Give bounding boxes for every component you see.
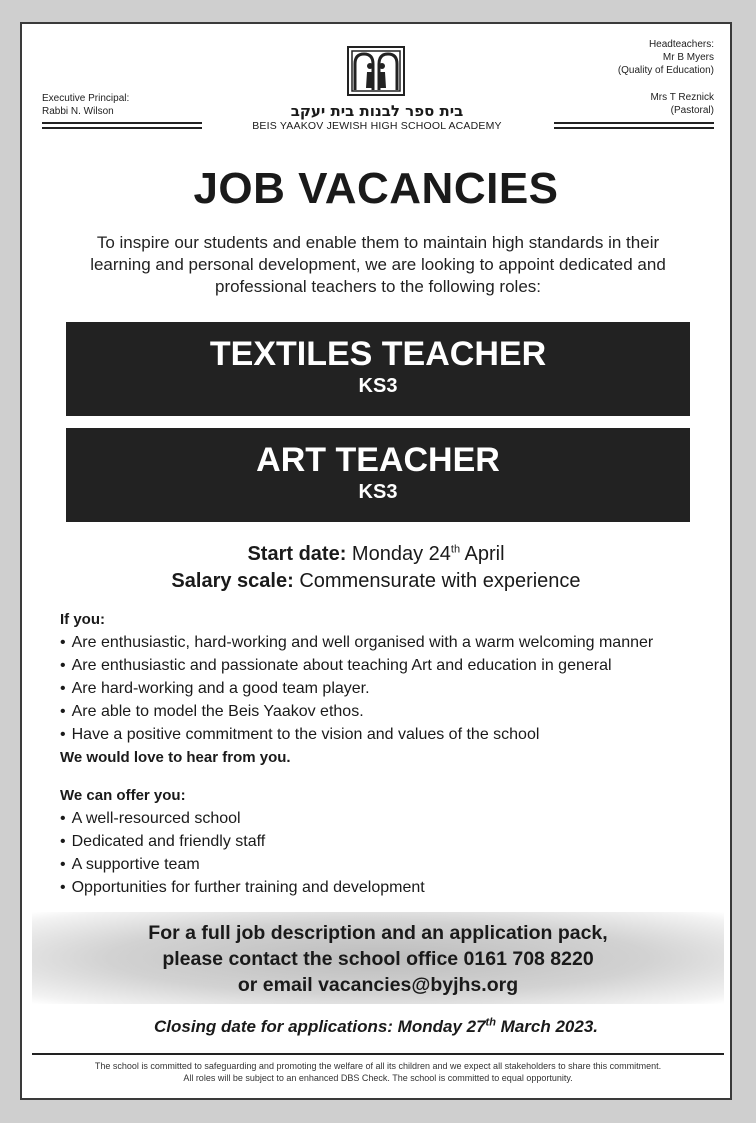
start-date-label: Start date: [247,543,347,565]
header-rule-right-2 [554,127,714,129]
school-name: BEIS YAAKOV JEWISH HIGH SCHOOL ACADEMY [252,120,502,132]
header-rule-left-1 [42,122,202,124]
header-rule-right-1 [554,122,714,124]
salary-scale [22,568,730,595]
list-item: • Are enthusiastic, hard-working and well organised with a warm welcoming manner [60,631,710,654]
header-rule-left-2 [42,127,202,129]
closing-date-text: Closing date for applications: Monday 27 [153,1017,486,1036]
role-banner-art [66,428,690,522]
list-item: • Are hard-working and a good team player. [60,677,710,700]
start-date-month: April [464,543,505,565]
list-item: • A well-resourced school [60,807,710,830]
footer-line-2: All roles will be subject to an enhanced DBS Check. The school is committed to equal opportunity. [183,1073,573,1083]
list-item: • Have a positive commitment to the vision and values of the school [60,723,710,746]
role-stage: KS3 [358,375,398,397]
page-title: JOB VACANCIES [193,164,559,213]
headteacher2-name: Mrs T Reznick [650,92,714,103]
executive-principal-name: Rabbi N. Wilson [42,106,114,117]
executive-principal [42,92,129,118]
list-item: • Opportunities for further training and development [60,876,710,899]
list-item: • A supportive team [60,853,710,876]
closing-date-ordinal: th [485,1016,496,1029]
list-item: • Dedicated and friendly staff [60,830,710,853]
headteacher1-name: Mr B Myers [662,52,714,63]
offer-list [60,784,710,899]
start-date-day: Monday 24 [351,543,451,565]
offer-heading: We can offer you: [60,787,186,804]
footer-notice [32,1060,724,1084]
school-crest-icon [347,46,405,96]
salary-label: Salary scale: [171,570,294,592]
contact-banner [32,912,724,1004]
salary-value: Commensurate with experience [299,570,581,592]
start-date-ordinal: th [450,543,461,556]
vacancy-poster [20,22,732,1100]
requirements-heading: If you: [60,611,105,628]
footer-divider [32,1053,724,1055]
closing-date [22,1017,730,1037]
headteachers-label: Headteachers: [648,39,714,50]
headteachers [522,38,714,117]
intro-text: To inspire our students and enable them to maintain high standards in their learning and personal development, we are looking to appoint dedicated and professional teachers to the following roles: [90,233,666,296]
list-item: • Are enthusiastic and passionate about teaching Art and education in general [60,654,710,677]
contact-line-2: please contact the school office 0161 708 8220 [162,948,594,970]
closing-date-rest: March 2023. [500,1017,598,1036]
executive-principal-label: Executive Principal: [42,93,130,104]
role-title: ART TEACHER [256,441,500,479]
requirements-closing: We would love to hear from you. [60,749,291,766]
start-date [22,541,730,568]
footer-line-1: The school is committed to safeguarding and promoting the welfare of all its children and we expect all stakeholders to share this commitment. [94,1061,662,1071]
contact-line-3: or email vacancies@byjhs.org [237,974,519,996]
dates-block [22,541,730,595]
role-title: TEXTILES TEACHER [209,335,547,373]
headteacher1-role: (Quality of Education) [617,65,714,76]
role-banner-textiles [66,322,690,416]
list-item: • Are able to model the Beis Yaakov ethos. [60,700,710,723]
hebrew-school-name: בית ספר לבנות בית יעקב [290,102,464,120]
contact-line-1: For a full job description and an application pack, [148,922,608,944]
requirements-list [60,608,710,769]
headteacher2-role: (Pastoral) [670,105,714,116]
role-stage: KS3 [358,481,398,503]
